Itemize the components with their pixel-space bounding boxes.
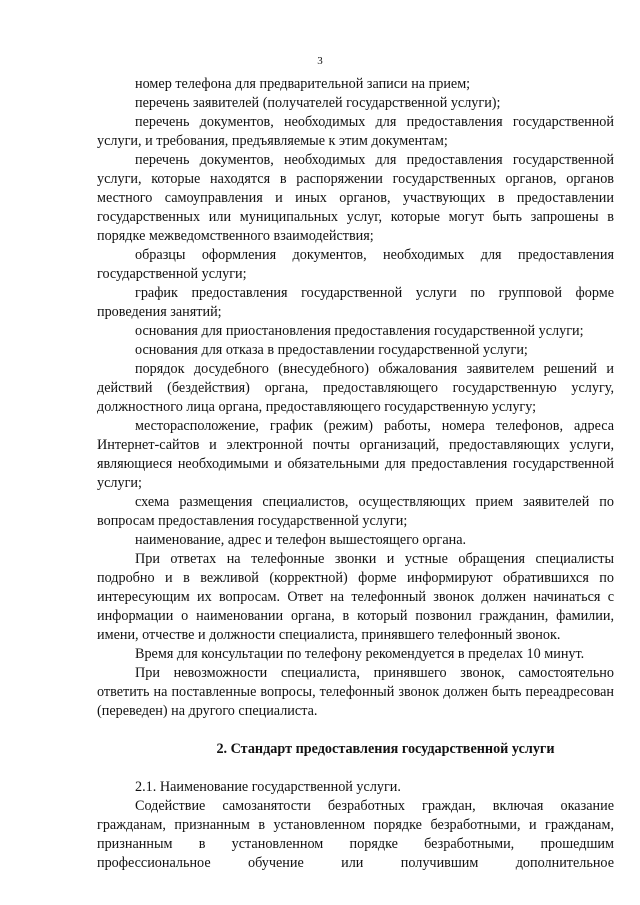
paragraph-group-schedule: график предоставления государственной услуги по групповой форме проведения занятий; [97,285,614,320]
paragraph-appeal-procedure: порядок досудебного (внесудебного) обжалования заявителем решений и действий (бездействия) органа, предоставляющего государственную услугу, должностного лица органа, предоставляющего государственную услугу; [97,361,614,415]
paragraph-service-name: Содействие самозанятости безработных граждан, включая оказание гражданам, признанным в установленном порядке безработными, и гражданам, признанным в установленном порядке безработными, прошедшим профессиональное обучение или получившим дополнительное [97,798,614,871]
paragraph-superior-body: наименование, адрес и телефон вышестоящего органа. [135,532,467,548]
paragraph-documents-list: перечень документов, необходимых для предоставления государственной услуги, и требования, предъявляемые к этим документам; [97,114,614,149]
paragraph-applicants-list: перечень заявителей (получателей государственной услуги); [135,95,501,111]
paragraph-organization-contacts: месторасположение, график (режим) работы, номера телефонов, адреса Интернет-сайтов и электронной почты организаций, предоставляющих услуги, являющиеся необходимыми и обязательными для предоставления государственной услуги; [97,418,614,491]
paragraph-phone-answers: При ответах на телефонные звонки и устные обращения специалисты подробно и в вежливой (корректной) форме информируют обратившихся по интересующим их вопросам. Ответ на телефонный звонок должен начинаться с информации о наименовании органа, в который позвонил гражданин, фамилии, имени, отчестве и должности специалиста, принявшего телефонный звонок. [97,551,614,643]
document-body [97,75,614,873]
paragraph-suspension-grounds: основания для приостановления предоставления государственной услуги; [135,323,584,339]
paragraph-refusal-grounds: основания для отказа в предоставлении государственной услуги; [135,342,528,358]
paragraph-specialist-layout: схема размещения специалистов, осуществляющих прием заявителей по вопросам предоставления государственной услуги; [97,494,614,529]
page-number: 3 [317,55,323,67]
section-heading: 2. Стандарт предоставления государственной услуги [216,741,555,757]
paragraph-call-redirect: При невозможности специалиста, принявшего звонок, самостоятельно ответить на поставленные вопросы, телефонный звонок должен быть переадресован (переведен) на другого специалиста. [97,665,614,719]
paragraph-interagency-documents: перечень документов, необходимых для предоставления государственной услуги, которые находятся в распоряжении государственных органов, органов местного самоуправления и иных органов, участвующих в предоставлении государственных или муниципальных услуг, которые могут быть запрошены в порядке межведомственного взаимодействия; [97,152,614,244]
paragraph-consultation-time: Время для консультации по телефону рекомендуется в пределах 10 минут. [135,646,585,662]
paragraph-phone-booking: номер телефона для предварительной записи на прием; [135,76,471,92]
subsection-title: 2.1. Наименование государственной услуги. [135,779,401,795]
paragraph-document-samples: образцы оформления документов, необходимых для предоставления государственной услуги; [97,247,614,282]
